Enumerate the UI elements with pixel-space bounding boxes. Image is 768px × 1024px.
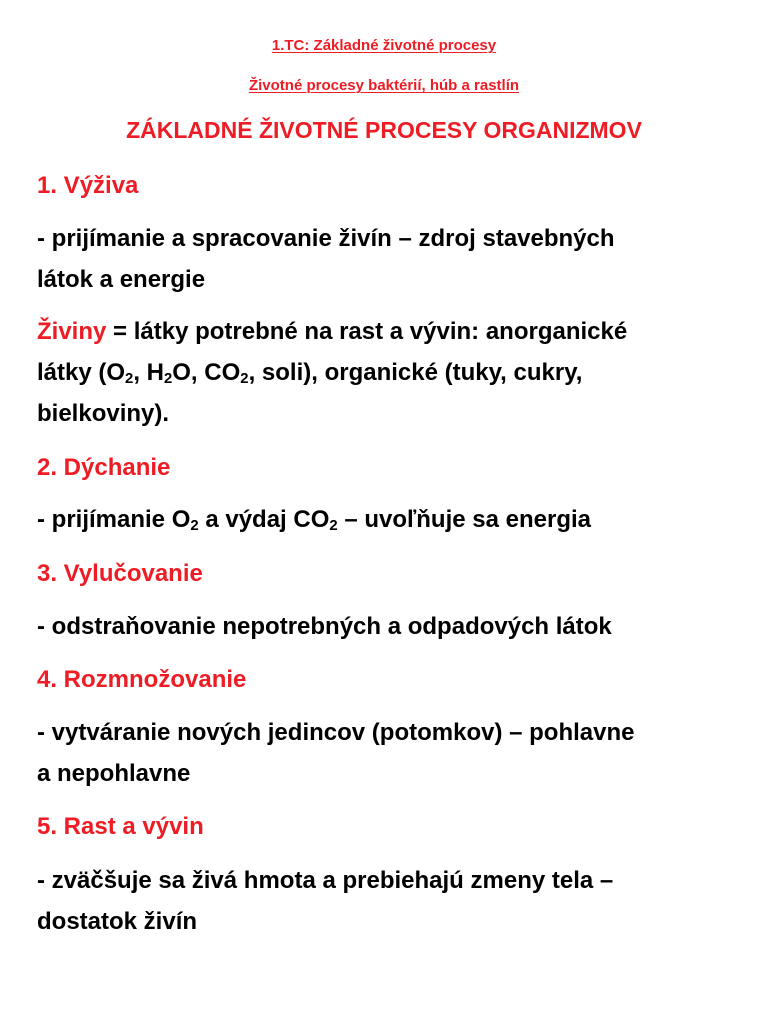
section-heading-excretion: 3. Vylučovanie xyxy=(37,560,203,587)
text-line xyxy=(37,352,737,393)
section-heading-growth: 5. Rast a vývin xyxy=(37,813,204,840)
text-line: - prijímanie a spracovanie živín – zdroj stavebných xyxy=(37,225,615,252)
text-fragment: = látky potrebné na rast a vývin: anorganické xyxy=(106,318,628,345)
text-fragment: látky (O xyxy=(37,359,126,386)
text-line xyxy=(37,499,737,540)
text-line: dostatok živín xyxy=(37,908,198,935)
text-fragment: - prijímanie O xyxy=(37,506,191,533)
text-line: - vytváranie nových jedincov (potomkov) – pohlavne xyxy=(37,719,635,746)
section-text-respiration xyxy=(37,499,737,540)
subscript: 2 xyxy=(240,371,249,387)
text-line: látok a energie xyxy=(37,266,206,293)
text-fragment: O, CO xyxy=(172,359,241,386)
subscript: 2 xyxy=(125,371,134,387)
text-fragment: , soli), organické (tuky, cukry, xyxy=(248,359,583,386)
subscript: 2 xyxy=(163,371,173,387)
section-text-nutrition xyxy=(37,218,737,300)
text-fragment: – uvoľňuje sa energia xyxy=(337,506,592,533)
page-title: ZÁKLADNÉ ŽIVOTNÉ PROCESY ORGANIZMOV xyxy=(126,117,642,143)
header-link-bacteria-fungi-plants[interactable]: Životné procesy baktérií, húb a rastlín xyxy=(248,77,520,94)
nutrients-definition xyxy=(37,311,737,434)
header-link-basic-processes[interactable]: 1.TC: Základné životné procesy xyxy=(271,37,497,54)
nutrients-term: Živiny xyxy=(37,318,107,345)
section-text-growth xyxy=(37,860,737,942)
subscript: 2 xyxy=(329,518,338,534)
section-text-excretion xyxy=(37,606,737,647)
text-line: - zväčšuje sa živá hmota a prebiehajú zmeny tela – xyxy=(37,867,614,894)
subscript: 2 xyxy=(190,518,199,534)
section-heading-reproduction: 4. Rozmnožovanie xyxy=(37,666,247,693)
section-heading-nutrition: 1. Výživa xyxy=(37,172,139,199)
section-text-reproduction xyxy=(37,712,737,794)
text-line: bielkoviny). xyxy=(37,400,170,427)
text-fragment: , H xyxy=(133,359,164,386)
text-fragment: a výdaj CO xyxy=(198,506,330,533)
text-line xyxy=(37,311,737,352)
section-heading-respiration: 2. Dýchanie xyxy=(37,454,171,481)
text-line: - odstraňovanie nepotrebných a odpadových látok xyxy=(37,613,612,640)
text-line: a nepohlavne xyxy=(37,760,191,787)
